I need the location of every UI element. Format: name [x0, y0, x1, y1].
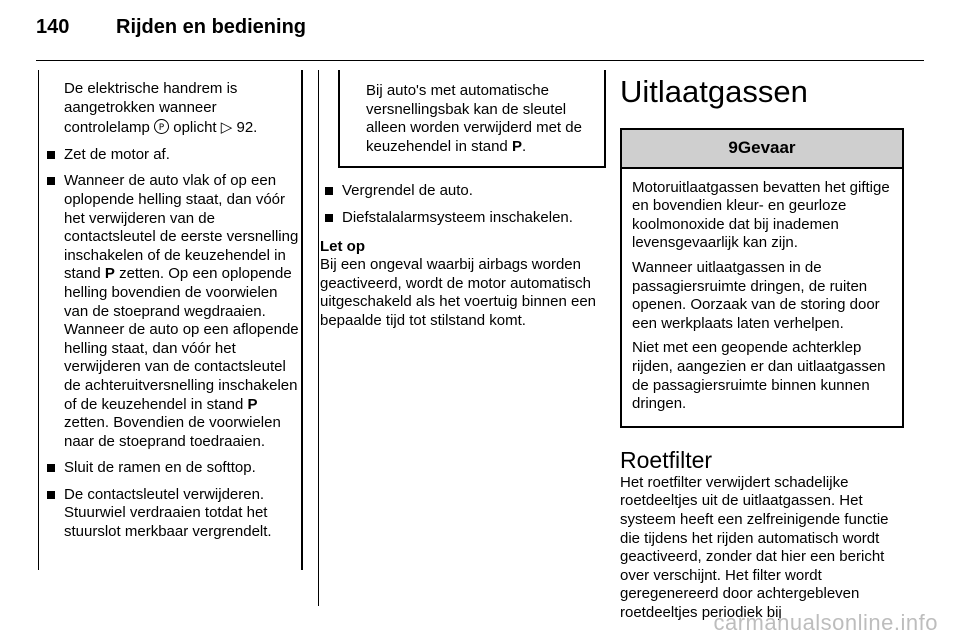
column-rule-left	[38, 70, 39, 570]
danger-title: Gevaar	[737, 138, 796, 157]
page-header	[36, 16, 306, 39]
intro-text: De elektrische handrem is aangetrokken wanneer controlelamp	[64, 80, 238, 137]
gear-position: P	[104, 265, 115, 283]
bullet-icon	[325, 214, 333, 222]
note-text: Bij een ongeval waarbij airbags worden geactiveerd, wordt de motor automatisch uitgeschakeld als het voertuig binnen een bepaalde tijd tot stilstand komt.	[320, 256, 597, 329]
danger-body	[622, 169, 902, 426]
list-item	[320, 209, 606, 228]
danger-header	[622, 130, 902, 169]
page-number: 140	[36, 16, 70, 38]
column-rule-mid2	[318, 70, 319, 606]
danger-box	[620, 128, 904, 428]
list-item	[42, 486, 300, 542]
list-item	[320, 182, 606, 201]
list-item	[42, 172, 300, 451]
list-item-text: Sluit de ramen en de softtop.	[64, 459, 256, 477]
note-box-text: Bij auto's met automatische versnellingsbak kan de sleutel alleen worden verwijderd met de keuzehendel in stand	[366, 82, 582, 155]
column-1	[42, 80, 300, 542]
bullet-icon	[47, 464, 55, 472]
list-item-text: Zet de motor af.	[64, 145, 170, 163]
column-rule-mid	[301, 70, 303, 570]
list-item	[42, 459, 300, 478]
watermark: carmanualsonline.info	[713, 610, 938, 635]
column-2	[320, 70, 606, 331]
note-block	[320, 238, 606, 331]
gear-position: P	[247, 395, 258, 413]
list-item-text: Wanneer de auto vlak of op een oplopende helling staat, dan vóór het verwijderen van de contactsleutel de eerste versnelling inschakelen of de keuzehendel in stand	[64, 172, 299, 283]
section-heading: Uitlaatgassen	[620, 74, 808, 109]
danger-paragraph: Wanneer uitlaatgassen in de passagiersruimte dringen, de ruiten openen. Oorzaak van de storing door een werkplaats laten verhelpen.	[632, 258, 880, 332]
list-item-text: zetten. Op een oplopende helling bovendien de voorwielen van de stoeprand wegdraaien.	[64, 265, 292, 320]
page-ref-link[interactable]: 92.	[236, 119, 258, 137]
list-item-text: Diefstalalarmsysteem inschakelen.	[342, 208, 573, 226]
list-item-text: zetten. Bovendien de voorwielen naar de stoeprand toedraaien.	[64, 414, 281, 450]
gear-position: P	[511, 137, 522, 155]
svg-text:P: P	[158, 123, 165, 134]
list-item-text: De contactsleutel verwijderen. Stuurwiel verdraaien totdat het stuurslot merkbaar vergrendelt.	[64, 485, 272, 541]
bullet-icon	[47, 177, 55, 185]
list-item-paragraph	[64, 321, 300, 451]
chapter-title: Rijden en bediening	[116, 16, 307, 38]
warning-triangle-icon: 9	[728, 138, 738, 157]
danger-paragraph: Niet met een geopende achterklep rijden, aangezien er dan uitlaatgassen de passagiersruimte binnen kunnen dringen.	[632, 339, 886, 413]
bullet-icon	[47, 151, 55, 159]
intro-paragraph	[42, 80, 300, 138]
subsection-heading: Roetfilter	[620, 446, 713, 473]
body-paragraph: Het roetfilter verwijdert schadelijke roetdeeltjes uit de uitlaatgassen. Het systeem heeft een zelfreinigende functie die tijdens het rijden automatisch wordt geactiveerd, zonder dat hier een bericht over verschijnt. Het filter wordt geregenereerd door achtergebleven roetdeeltjes periodiek bij	[620, 473, 889, 621]
list-item	[42, 146, 300, 165]
list-item-text: Vergrendel de auto.	[342, 182, 473, 200]
note-box: Bij auto's met automatische versnellingsbak kan de sleutel alleen worden verwijderd met de keuzehendel in stand P.	[338, 70, 606, 168]
bullet-icon	[325, 187, 333, 195]
header-rule	[36, 60, 924, 61]
parking-brake-icon	[154, 119, 169, 134]
column-3	[620, 70, 904, 622]
danger-paragraph: Motoruitlaatgassen bevatten het giftige en bovendien kleur- en geurloze koolmonoxide dat bij inademen levensgevaarlijk kan zijn.	[632, 178, 890, 252]
ref-arrow-icon: ▷	[220, 119, 233, 137]
list-item-text: Wanneer de auto op een aflopende helling staat, dan vóór het verwijderen van de contactsleutel de achteruitversnelling inschakelen of de keuzehendel in stand	[64, 321, 299, 413]
bullet-icon	[47, 491, 55, 499]
intro-tail: oplicht	[173, 119, 217, 137]
note-title: Let op	[320, 237, 365, 255]
